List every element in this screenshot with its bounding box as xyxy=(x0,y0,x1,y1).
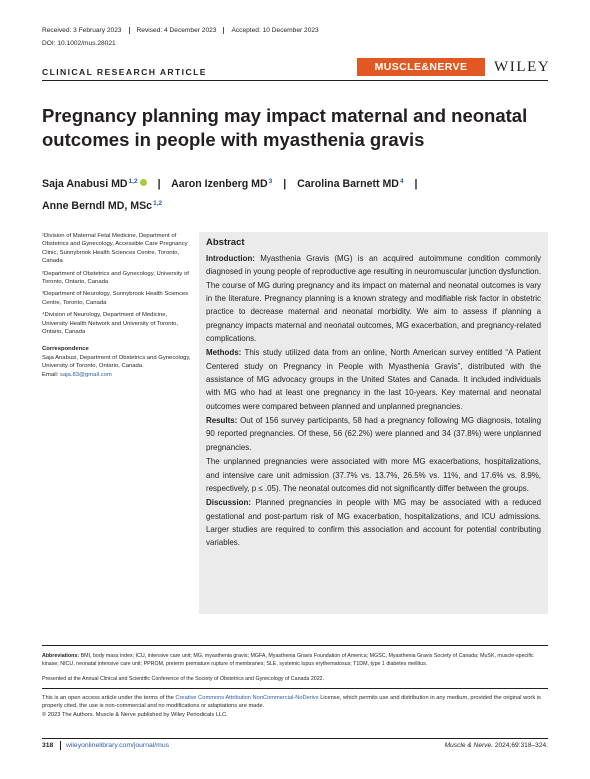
abstract-heading: Abstract xyxy=(206,237,245,248)
abstract-results-continued xyxy=(206,455,541,495)
author-name: Saja Anabusi MD xyxy=(42,178,128,190)
doi[interactable]: DOI: 10.1002/mus.28021 xyxy=(42,40,116,47)
presented-note: Presented at the Annual Clinical and Scientific Conference of the Society of Obstetrics and Gynecology of Canada 2022. xyxy=(42,676,325,682)
license-prefix: This is an open access article under the terms of the xyxy=(42,695,176,701)
article-title: Pregnancy planning may impact maternal and neonatal outcomes in people with myasthenia gravis xyxy=(42,105,528,150)
footer-divider xyxy=(42,738,548,739)
abbreviations-text: BMI, body mass index; ICU, intensive care unit; MG, myasthenia gravis; MGFA, Myasthenia Gravis Foundation of America; MGSC, Myasthenia Gravis Society of Canada; MuSK, muscle-specific kinase; NICU, neonatal intensive care unit; PPROM, preterm premature rupture of membranes; SLE, systemic lupus erythematosus; T1DM, type 1 diabetes mellitus. xyxy=(42,653,534,668)
abbreviations-label: Abbreviations: xyxy=(42,653,80,659)
abstract-introduction xyxy=(206,252,541,345)
correspondence-email xyxy=(42,371,194,379)
affiliation-item: ³Department of Neurology, Sunnybrook Health Sciences Centre, Toronto, Canada xyxy=(42,291,189,306)
affiliation-item: ⁴Division of Neurology, Department of Medicine, University Health Network and University of Toronto, Ontario, Canada xyxy=(42,312,179,336)
license-divider xyxy=(42,688,548,689)
author-name: Carolina Barnett MD xyxy=(297,178,399,190)
email-label: Email: xyxy=(42,371,59,378)
copyright: © 2023 The Authors. Muscle & Nerve published by Wiley Periodicals LLC. xyxy=(42,711,228,718)
footnote-divider xyxy=(42,645,548,646)
revised-date: Revised: 4 December 2023 xyxy=(129,27,224,34)
abstract-methods xyxy=(206,346,541,413)
author-list xyxy=(42,172,542,216)
author-name: Anne Berndl MD, MSc xyxy=(42,200,153,212)
affiliation-item: ¹Division of Maternal Fetal Medicine, Department of Obstetrics and Gynecology, Accessible Care Pregnancy Clinic, Sunnybrook Health Sciences Centre, Toronto, Canada xyxy=(42,233,188,265)
section-text: The unplanned pregnancies were associated with more MG exacerbations, hospitalizations, and intensive care unit admission (37.7% vs. 13.7%, 26.5% vs. 11%, and 17.6% vs. 8.9%, respectively, p ≤ .05). The neonatal outcomes did not significantly differ between the groups. xyxy=(206,457,541,493)
abstract-box xyxy=(199,232,548,614)
section-text: This study utilized data from an online, North American survey entitled “A Patient Centered study on Pregnancy in People with Myasthenia Gravis”, distributed with the assistance of MG advocacy groups in the United States and Canada. It included individuals with MG who had at least one pregnancy in the last 10-years. Key maternal and neonatal outcomes were compared between planned and unplanned pregnancies. xyxy=(206,348,541,411)
citation-details: 2024;69:318–324. xyxy=(492,742,548,749)
section-text: Myasthenia Gravis (MG) is an acquired autoimmune condition commonly diagnosed in young people of reproductive age resulting in neuromuscular junction dysfunction. The course of MG during pregnancy and its impact on maternal and neonatal outcomes is vary in the literature. Pregnancy planning is a known strategy and modifiable risk factor in obstetric practice to decrease maternal and neonatal morbidity. We aim to assess if planning a pregnancy impacts maternal and neonatal outcomes, MG exacerbation, and pregnancy-related complications. xyxy=(206,254,541,344)
author-3[interactable] xyxy=(297,178,403,190)
section-label: Discussion: xyxy=(206,498,251,508)
author-separator: | xyxy=(414,178,418,190)
correspondence-text: Saja Anabusi, Department of Obstetrics and Gynecology, University of Toronto, Ontario, Canada. xyxy=(42,354,191,370)
orcid-icon[interactable] xyxy=(140,179,147,186)
author-1[interactable] xyxy=(42,178,147,190)
author-separator: | xyxy=(283,178,287,190)
affiliation-marker: 4 xyxy=(399,178,404,185)
email-link[interactable]: saja.83@gmail.com xyxy=(60,371,112,378)
page-number: 318 xyxy=(42,742,54,749)
citation xyxy=(445,742,548,749)
journal-url[interactable]: wileyonlinelibrary.com/journal/mus xyxy=(66,742,169,749)
journal-logo: MUSCLE&NERVE xyxy=(357,58,485,76)
author-name: Aaron Izenberg MD xyxy=(171,178,268,190)
publisher-logo: WILEY xyxy=(494,59,551,75)
section-text: Out of 156 survey participants, 58 had a pregnancy following MG diagnosis, totaling 90 reported pregnancies. Of these, 56 (62.2%) were planned and 34 (37.8%) were unplanned pregnancies. xyxy=(206,416,541,452)
license-suffix: License, which permits use and distribution in any medium, provided the original work is properly cited, the use is non-commercial and no modifications or adaptations are made. xyxy=(42,695,541,710)
abstract-discussion xyxy=(206,496,541,549)
received-date: Received: 3 February 2023 xyxy=(42,27,122,34)
abbreviations xyxy=(42,652,548,668)
accepted-date: Accepted: 10 December 2023 xyxy=(223,27,325,34)
citation-journal: Muscle & Nerve. xyxy=(444,742,493,749)
affiliation-item: ²Department of Obstetrics and Gynecology, University of Toronto, Ontario, Canada xyxy=(42,270,189,286)
affiliation-marker: 1,2 xyxy=(153,200,163,207)
section-label: Results: xyxy=(206,416,238,426)
author-separator: | xyxy=(157,178,161,190)
abstract-results xyxy=(206,414,541,454)
article-dates xyxy=(42,27,326,34)
license-link[interactable]: Creative Commons Attribution NonCommercial-NoDerivs xyxy=(175,695,319,701)
article-type: CLINICAL RESEARCH ARTICLE xyxy=(42,67,207,77)
section-text: Planned pregnancies in people with MG may be associated with a reduced gestational and post-partum risk of MG exacerbation, hospitalizations, and ICU admissions. Larger studies are required to confirm this association and account for potential contributing variables. xyxy=(206,498,541,548)
section-label: Methods: xyxy=(206,348,242,358)
author-4[interactable] xyxy=(42,200,162,212)
affiliation-marker: 1,2 xyxy=(128,178,138,185)
license-note xyxy=(42,694,548,719)
header-divider xyxy=(42,80,548,81)
affiliations xyxy=(42,232,194,379)
footer-separator xyxy=(60,741,61,750)
section-label: Introduction: xyxy=(206,254,255,263)
correspondence-heading: Correspondence xyxy=(42,346,89,353)
author-2[interactable] xyxy=(171,178,272,190)
affiliation-marker: 3 xyxy=(268,178,273,185)
